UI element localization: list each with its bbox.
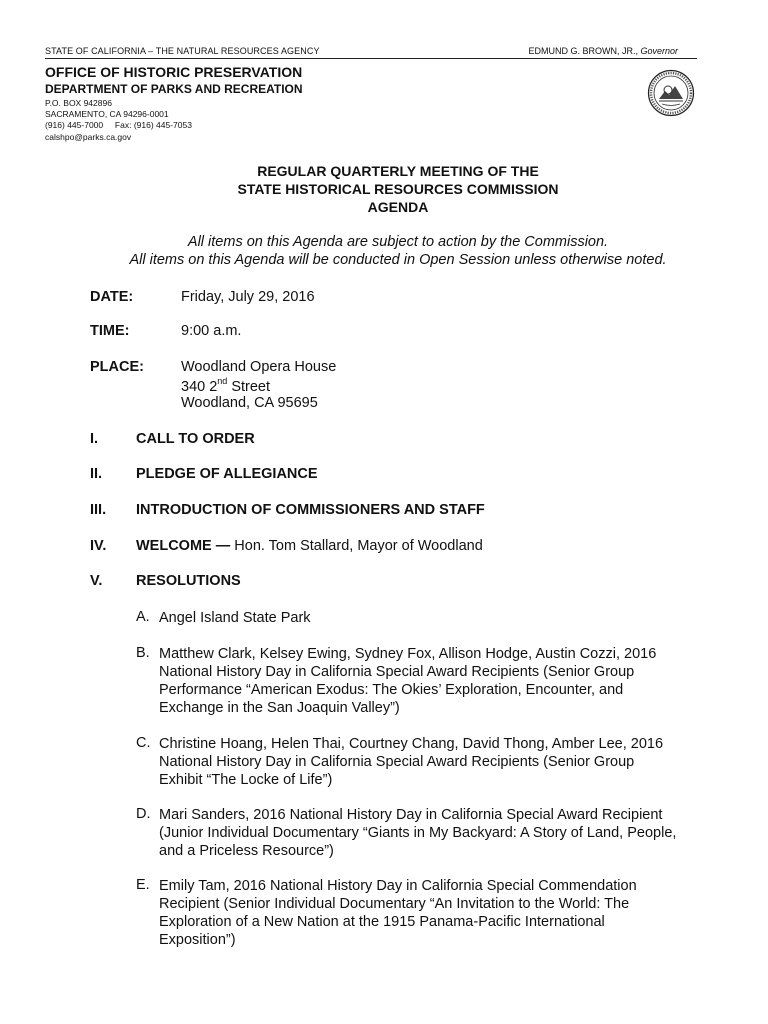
resolution-e-line-2: Recipient (Senior Individual Documentary “An Invitation to the World: The bbox=[159, 896, 630, 912]
department-name: DEPARTMENT OF PARKS AND RECREATION bbox=[45, 82, 303, 96]
action-note: All items on this Agenda are subject to action by the Commission. bbox=[187, 234, 609, 250]
governor-name: EDMUND G. BROWN, JR., bbox=[528, 46, 641, 56]
time-label: TIME: bbox=[90, 323, 130, 339]
resolution-b bbox=[159, 645, 719, 717]
resolution-e bbox=[159, 877, 719, 949]
meeting-title-line-1: REGULAR QUARTERLY MEETING OF THE bbox=[257, 163, 539, 179]
agenda-heading: AGENDA bbox=[367, 199, 429, 215]
street-ordinal: nd bbox=[217, 376, 228, 386]
email-address: calshpo@parks.ca.gov bbox=[45, 132, 132, 142]
resolution-a-letter: A. bbox=[136, 609, 150, 625]
resolution-b-line-2: National History Day in California Special Award Recipients (Senior Group bbox=[159, 664, 635, 680]
state-seal-icon bbox=[647, 69, 695, 117]
office-name: OFFICE OF HISTORIC PRESERVATION bbox=[45, 64, 303, 80]
po-box: P.O. BOX 942896 bbox=[45, 98, 112, 108]
item-ii-number: II. bbox=[90, 466, 103, 482]
resolution-d-line-3: and a Priceless Resource”) bbox=[159, 843, 334, 859]
item-pledge: PLEDGE OF ALLEGIANCE bbox=[136, 466, 318, 482]
governor-header bbox=[528, 46, 678, 56]
resolution-a bbox=[159, 609, 719, 627]
resolution-c-line-1: Christine Hoang, Helen Thai, Courtney Chang, David Thong, Amber Lee, 2016 bbox=[159, 736, 664, 752]
place-street bbox=[181, 377, 270, 395]
item-welcome bbox=[136, 538, 483, 554]
resolution-d-line-1: Mari Sanders, 2016 National History Day in California Special Award Recipient bbox=[159, 807, 663, 823]
phone-fax: (916) 445-7000 Fax: (916) 445-7053 bbox=[45, 120, 192, 130]
street-name: Street bbox=[227, 378, 271, 395]
resolution-b-letter: B. bbox=[136, 645, 150, 661]
resolution-e-line-1: Emily Tam, 2016 National History Day in California Special Commendation bbox=[159, 878, 637, 894]
resolution-c bbox=[159, 735, 719, 789]
resolution-d-line-2: (Junior Individual Documentary “Giants in My Backyard: A Story of Land, People, bbox=[159, 825, 677, 841]
resolution-c-line-2: National History Day in California Special Award Recipients (Senior Group bbox=[159, 754, 635, 770]
resolution-b-line-3: Performance “American Exodus: The Okies’ Exploration, Encounter, and bbox=[159, 682, 624, 698]
welcome-heading: WELCOME — bbox=[136, 538, 231, 554]
resolution-b-line-1: Matthew Clark, Kelsey Ewing, Sydney Fox, Allison Hodge, Austin Cozzi, 2016 bbox=[159, 646, 657, 662]
resolution-c-line-3: Exhibit “The Locke of Life”) bbox=[159, 772, 333, 788]
item-introductions: INTRODUCTION OF COMMISSIONERS AND STAFF bbox=[136, 502, 485, 518]
resolution-e-line-4: Exposition”) bbox=[159, 932, 236, 948]
item-resolutions: RESOLUTIONS bbox=[136, 573, 241, 589]
place-label: PLACE: bbox=[90, 359, 144, 375]
street-number: 340 2 bbox=[181, 378, 218, 395]
item-iv-number: IV. bbox=[90, 538, 107, 554]
resolution-d-letter: D. bbox=[136, 806, 151, 822]
item-i-number: I. bbox=[90, 431, 99, 447]
resolution-c-letter: C. bbox=[136, 735, 151, 751]
date-label: DATE: bbox=[90, 289, 134, 305]
governor-title: Governor bbox=[640, 46, 678, 56]
place-name: Woodland Opera House bbox=[181, 359, 337, 375]
meeting-date: Friday, July 29, 2016 bbox=[181, 289, 315, 305]
place-city: Woodland, CA 95695 bbox=[181, 395, 318, 411]
resolution-d bbox=[159, 806, 719, 860]
agency-header: STATE OF CALIFORNIA – THE NATURAL RESOURCES AGENCY bbox=[45, 46, 320, 56]
header-rule bbox=[45, 58, 697, 59]
item-iii-number: III. bbox=[90, 502, 107, 518]
welcome-detail: Hon. Tom Stallard, Mayor of Woodland bbox=[230, 538, 483, 554]
resolution-b-line-4: Exchange in the San Joaquin Valley”) bbox=[159, 700, 400, 716]
resolution-e-letter: E. bbox=[136, 877, 150, 893]
open-session-note: All items on this Agenda will be conducted in Open Session unless otherwise noted. bbox=[129, 252, 667, 268]
item-call-to-order: CALL TO ORDER bbox=[136, 431, 255, 447]
meeting-title-line-2: STATE HISTORICAL RESOURCES COMMISSION bbox=[237, 181, 559, 197]
resolution-e-line-3: Exploration of a New Nation at the 1915 Panama-Pacific International bbox=[159, 914, 605, 930]
city-address: SACRAMENTO, CA 94296-0001 bbox=[45, 109, 169, 119]
item-v-number: V. bbox=[90, 573, 103, 589]
meeting-time: 9:00 a.m. bbox=[181, 323, 242, 339]
resolution-a-line: Angel Island State Park bbox=[159, 610, 311, 626]
